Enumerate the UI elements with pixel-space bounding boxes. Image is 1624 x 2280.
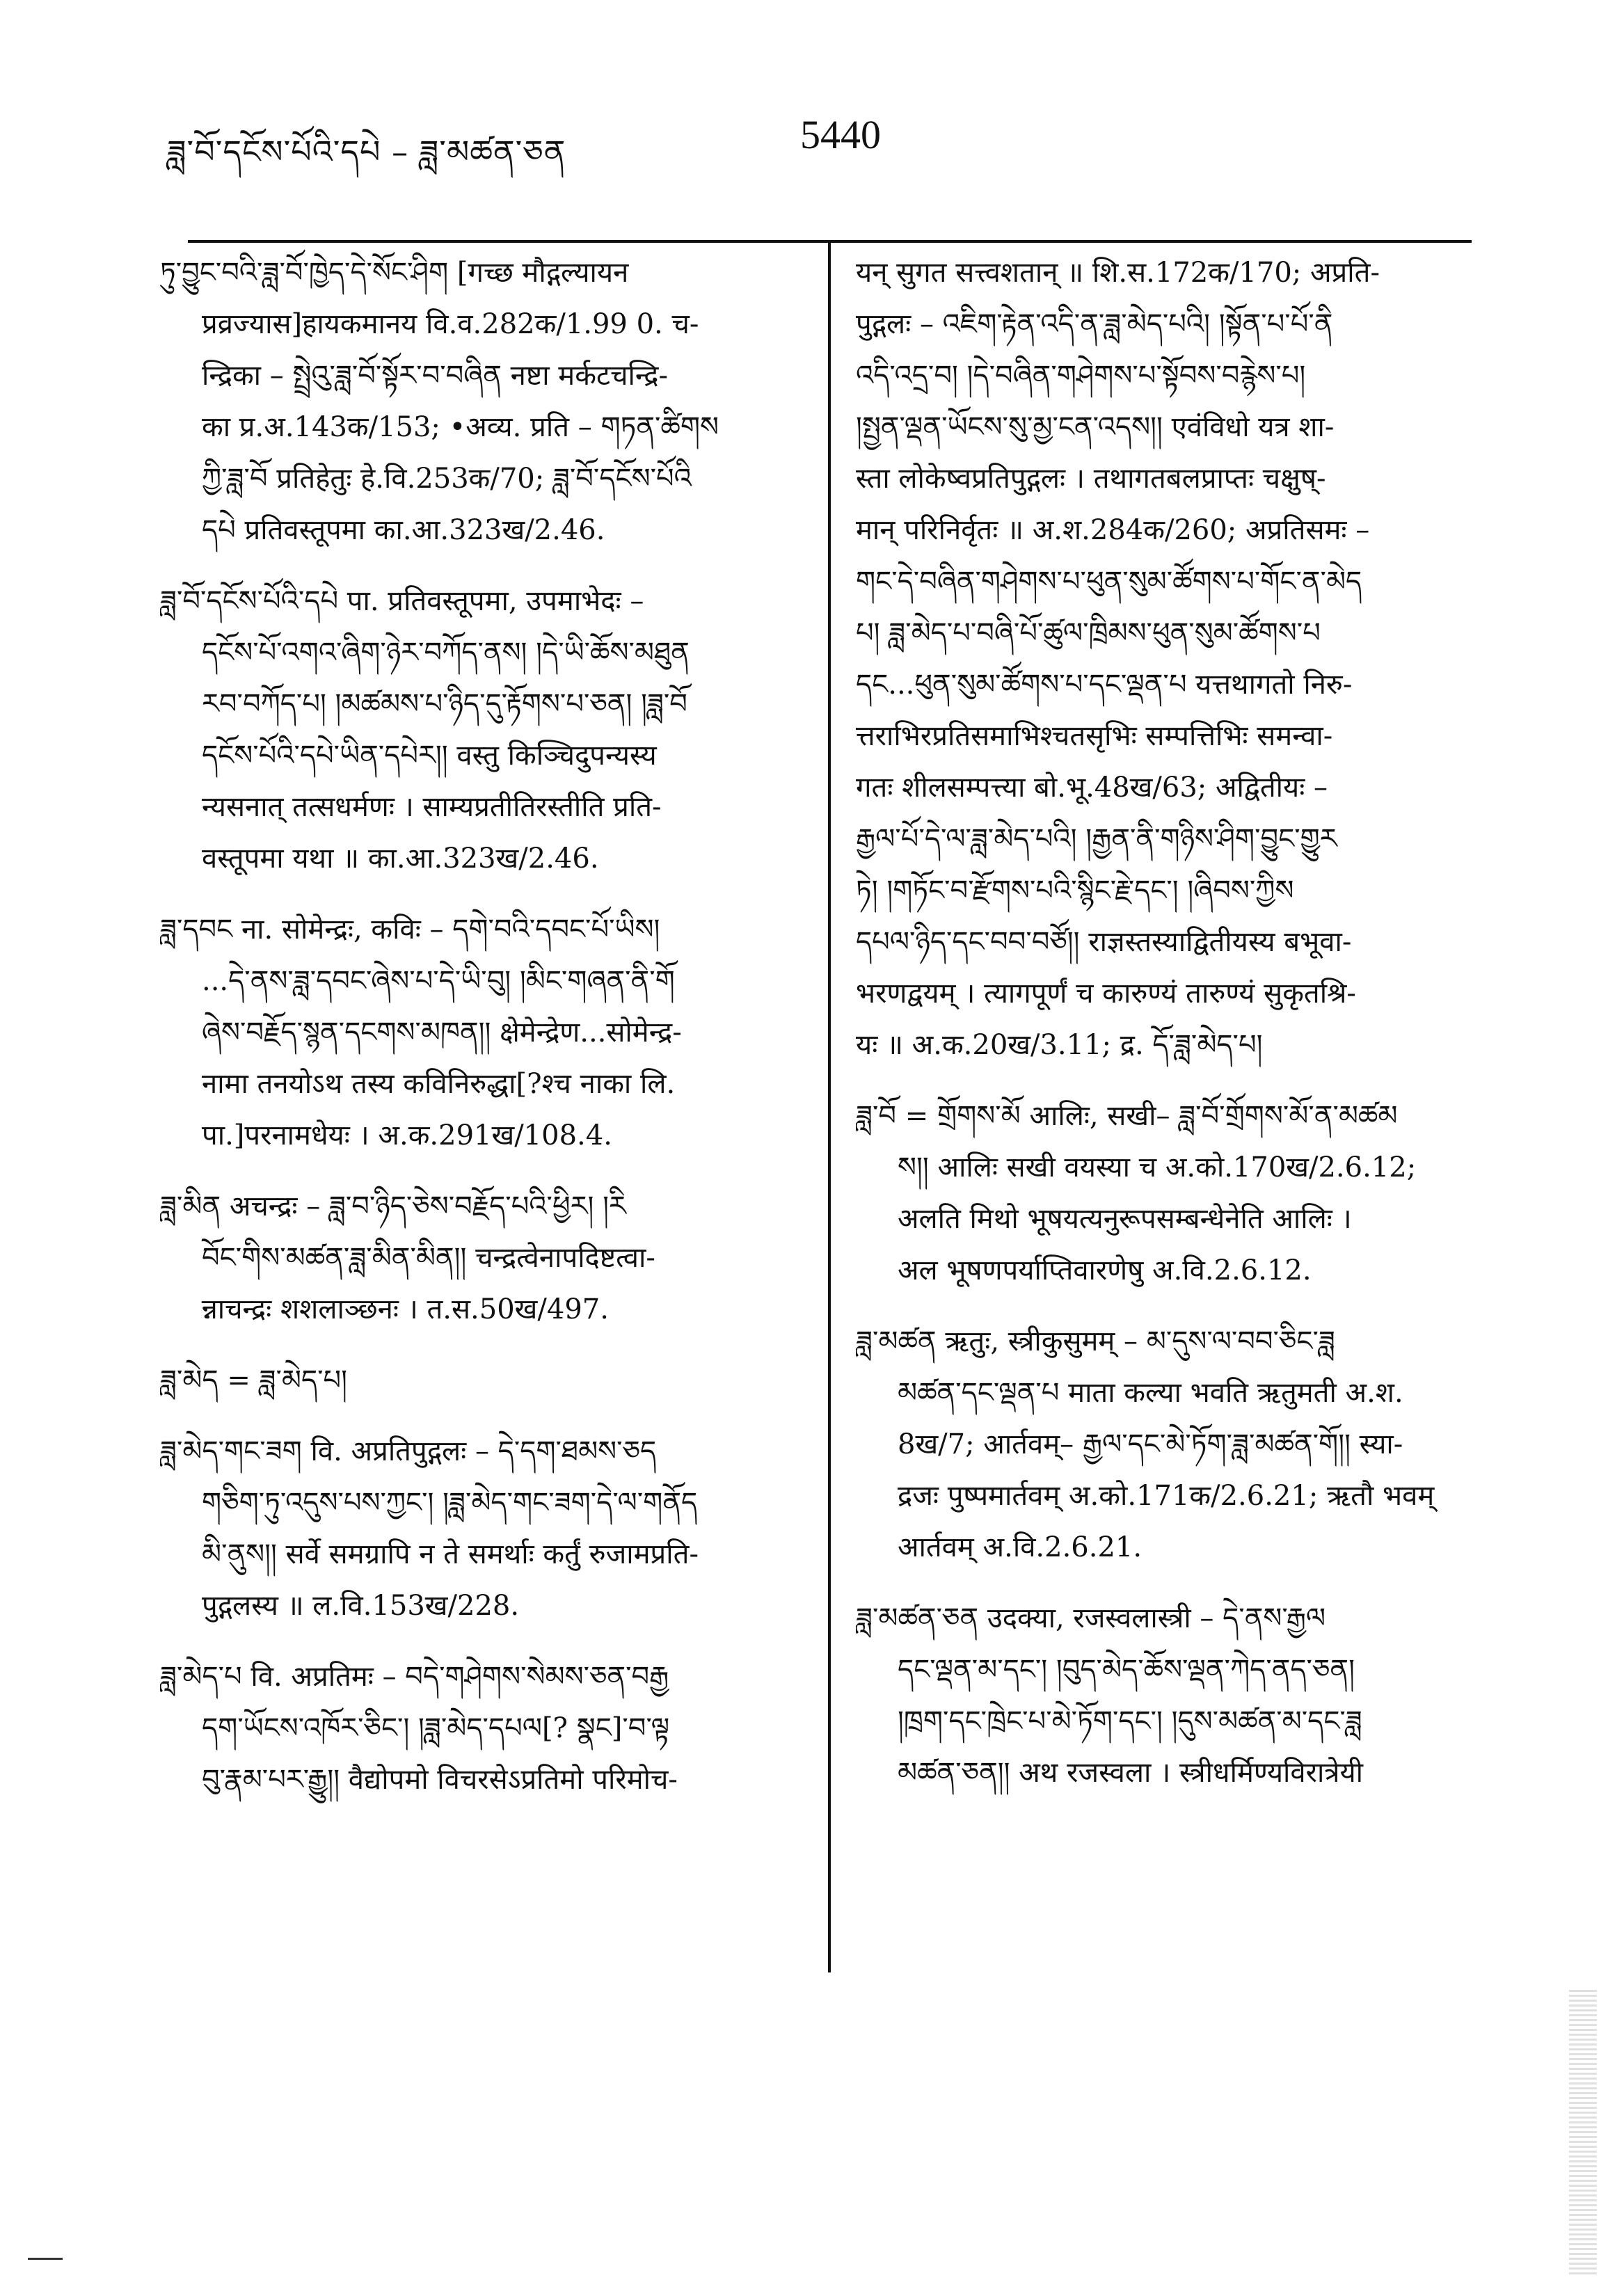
entry-line: དག་ཡོངས་འཁོར་ཅིང་། །ཟླ་མེད་དཔལ[? སྣང]་བ་ལྟ (202, 1712, 670, 1744)
entry-line: མཚན་ཅན།། अथ रजस्वला । स्त्रीधर्मिण्यविरात्रेयी (898, 1757, 1364, 1789)
entry-line: དང་ལྡན་མ་དང་། །བུད་མེད་ཆོས་ལྡན་ཀེད་ནད་ཅན། (898, 1654, 1355, 1686)
entry-line: न्यसनात् तत्सधर्मणः । साम्यप्रतीतिरस्तीति प्रति- (202, 791, 662, 823)
entry-line: स्ता लोकेष्वप्रतिपुद्गलः । तथागतबलप्राप्तः चक्षुष्- (856, 463, 1326, 495)
entry-line: མཚན་དང་ལྡན་པ माता कल्या भवति ऋतुमती अ.श. (898, 1377, 1403, 1409)
entry-line: ...དེ་ནས་ཟླ་དབང་ཞེས་པ་དེ་ཡི་བུ། །མིང་གཞན་ནི་གོ (202, 965, 675, 997)
entry-line: མི་ནུས།། सर्वे समग्रापि न ते समर्थाः कर्तुं रुजामप्रति- (202, 1538, 699, 1570)
dictionary-entry (856, 247, 1482, 1071)
column-divider (828, 240, 831, 1972)
entry-line: ཀྱི་ཟླ་བོ प्रतिहेतुः हे.वि.253क/70; ཟླ་བོ་དངོས་པོའི (202, 463, 692, 495)
entry-headline: ཟླ་མཚན ऋतुः, स्त्रीकुसुमम् – མ་དུས་ལ་བབ་ཅིང་ཟླ (856, 1325, 1335, 1357)
entry-headline: ཏུ་བྱུང་བའི་ཟླ་བོ་ཁྱེད་དེ་སོང་ཤིག [गच्छ मौद्गल्यायन (160, 257, 629, 289)
entry-line: རབ་བཀོད་པ། །མཚམས་པ་ཉིད་དུ་རྟོགས་པ་ཅན། །ཟླ་བོ (202, 688, 687, 720)
entry-line: वस्तूपमा यथा ॥ का.आ.323ख/2.46. (202, 843, 599, 875)
entry-line: །སྤྱན་ལྡན་ཡོངས་སུ་མྱ་ངན་འདས།། एवंविधो यत्र शा- (856, 411, 1335, 443)
entry-line: རྒྱལ་པོ་དེ་ལ་ཟླ་མེད་པའི། །རྒྱན་ནི་གཉིས་ཤིག་བྱུང་གྱུར (856, 823, 1337, 855)
entry-headline: ཟླ་མེད་གང་ཟག वि. अप्रतिपुद्गलः – དེ་དག་ཐམས་ཅད (160, 1435, 657, 1467)
scan-corner-mark (28, 2258, 63, 2260)
entry-line: ས།། आलिः सखी वयस्या च अ.को.170ख/2.6.12; (898, 1151, 1417, 1183)
entry-line: དངོས་པོའི་དཔེ་ཡིན་དཔེར།། वस्तु किञ्चिदुपन्यस्य (202, 740, 657, 772)
entry-line: द्रजः पुष्पमार्तवम् अ.को.171क/2.6.21; ऋतौ भवम् (898, 1480, 1435, 1512)
entry-headline: ཟླ་མཚན་ཅན उदक्या, रजस्वलास्त्री – དེ་ནས་རྒྱལ (856, 1602, 1326, 1634)
entry-line: गतः शीलसम्पत्त्या बो.भू.48ख/63; अद्वितीयः – (856, 772, 1328, 804)
scan-edge-noise (1569, 1990, 1597, 2275)
entry-line: ཏེ། །གཏོང་བ་རྫོགས་པའི་སྙིང་རྗེ་དང་། །ཞིབས་ཀྱིས (856, 875, 1294, 907)
dictionary-entry (160, 1651, 786, 1805)
entry-line: प्रव्रज्यास]हायकमानय वि.व.282क/1.99 0. च- (202, 308, 699, 340)
dictionary-entry (160, 1355, 786, 1406)
entry-line: न्नाचन्द्रः शशलाञ्छनः । त.स.50ख/497. (202, 1293, 609, 1325)
entry-line: का प्र.अ.143क/153; •अव्य. प्रति – གཏན་ཚིགས (202, 411, 719, 443)
dictionary-entry (160, 904, 786, 1161)
entry-headline: ཟླ་མེད = ཟླ་མེད་པ། (160, 1364, 348, 1396)
entry-line: यः ॥ अ.क.20ख/3.11; द्र. དོ་ཟླ་མེད་པ། (856, 1029, 1263, 1061)
entry-headline: यन् सुगत सत्त्वशतान् ॥ शि.स.172क/170; अप्रति- (856, 257, 1380, 289)
entry-headline: ཟླ་བོ = གྲོགས་མོ आलिः, सखी– ཟླ་བོ་གྲོགས་མོ་ན་མཚམ (856, 1100, 1398, 1132)
entry-line: अल भूषणपर्याप्तिवारणेषु अ.वि.2.6.12. (898, 1254, 1312, 1286)
entry-line: དཔེ प्रतिवस्तूपमा का.आ.323ख/2.46. (202, 514, 605, 546)
entry-line: न्द्रिका – སྤྲེའུ་ཟླ་བོ་སྟོར་བ་བཞིན नष्टा मर्कटचन्द्रि- (202, 360, 668, 392)
entry-line: नामा तनयोऽथ तस्य कविनिरुद्धा[?श्च नाका लि. (202, 1068, 676, 1100)
entry-line: །ཁྲག་དང་ཁྲེང་པ་མེ་ཏོག་དང་། །དུས་མཚན་མ་དང་ཟླ (898, 1705, 1362, 1737)
dictionary-entry (856, 1090, 1482, 1296)
entry-line: དཔལ་ཉིད་དང་བབ་བཙོ།། राज्ञस्तस्याद्वितीयस्य बभूवा- (856, 926, 1352, 958)
entry-line: ཞེས་བརྗོད་སྙན་དངགས་མཁན།། क्षेमेन्द्रेण...सोमेन्द्र- (202, 1017, 682, 1049)
entry-line: བོང་གིས་མཚན་ཟླ་མིན་མིན།། चन्द्रत्वेनापदिष्टत्वा- (202, 1242, 655, 1274)
entry-line: पुद्गलः – འཇིག་རྟེན་འདི་ན་ཟླ་མེད་པའི། །སྟོན་པ་པོ་ནི (856, 308, 1333, 340)
dictionary-entry (856, 1593, 1482, 1799)
entry-headline: ཟླ་མིན अचन्द्रः – ཟླ་བ་ཉིད་ཅེས་བརྗོད་པའི་ཕྱིར། །རི (160, 1190, 626, 1222)
entry-line: དངོས་པོ་འགའ་ཞིག་ཉེར་བཀོད་ནས། །དེ་ཡི་ཆོས་མཐུན (202, 637, 690, 669)
dictionary-entry (856, 1316, 1482, 1573)
dictionary-entry (160, 575, 786, 884)
entry-line: अलति मिथो भूषयत्यनुरूपसम्बन्धेनेति आलिः । (898, 1203, 1352, 1235)
entry-headline: ཟླ་མེད་པ वि. अप्रतिमः – བདེ་གཤེགས་སེམས་ཅན་བརྒྱ (160, 1661, 669, 1693)
entry-line: 8ख/7; आर्तवम्– རྒྱལ་དང་མེ་ཏོག་ཟླ་མཚན་གོ།། स्या- (898, 1428, 1403, 1460)
page-number: 5440 (800, 112, 881, 157)
entry-line: आर्तवम् अ.वि.2.6.21. (898, 1531, 1143, 1563)
entry-line: འདི་འདྲ་བ། །དེ་བཞིན་གཤེགས་པ་སྟོབས་བརྙེས་པ། (856, 360, 1306, 392)
dictionary-entry (160, 1181, 786, 1335)
entry-line: གཅིག་ཏུ་འདུས་པས་ཀྱང་། །ཟླ་མེད་གང་ཟག་དེ་ལ་གནོད (202, 1487, 698, 1519)
entry-line: བུ་རྣམ་པར་རྒྱུ།། वैद्योपमो विचरसेऽप्रतिमो परिमोच- (202, 1764, 678, 1796)
entry-line: གང་དེ་བཞིན་གཤེགས་པ་ཕུན་སུམ་ཚོགས་པ་གོང་ན་མེད (856, 566, 1362, 598)
entry-line: पा.]परनामधेयः । अ.क.291ख/108.4. (202, 1119, 612, 1151)
running-head: ཟླ་བོ་དངོས་པོའི་དཔེ – ཟླ་མཚན་ཅན (167, 133, 566, 170)
page-header (167, 104, 1489, 181)
entry-line: དང...ཕུན་སུམ་ཚོགས་པ་དང་ལྡན་པ यत्तथागतो निरु- (856, 669, 1353, 701)
entry-line: भरणद्वयम् । त्यागपूर्णं च कारुण्यं तारुण्यं सुकृतश्रि- (856, 978, 1356, 1010)
entry-line: मान् परिनिर्वृतः ॥ अ.श.284क/260; अप्रतिसमः – (856, 514, 1370, 546)
dictionary-entry (160, 247, 786, 556)
entry-line: པ། ཟླ་མེད་པ་བཞི་པོ་ཚུལ་ཁྲིམས་ཕུན་སུམ་ཚོགས་པ (856, 617, 1321, 649)
dictionary-entry (160, 1426, 786, 1632)
right-column (856, 247, 1482, 1818)
entry-line: पुद्गलस्य ॥ ल.वि.153ख/228. (202, 1590, 520, 1622)
entry-headline: ཟླ་བོ་དངོས་པོའི་དཔེ पा. प्रतिवस्तूपमा, उपमाभेदः – (160, 585, 644, 617)
entry-headline: ཟླ་དབང ना. सोमेन्द्रः, कविः – དགེ་བའི་དབང་པོ་ཡིས། (160, 914, 660, 946)
entry-line: त्तराभिरप्रतिसमाभिश्चतसृभिः सम्पत्तिभिः समन्वा- (856, 720, 1333, 752)
left-column (160, 247, 786, 1825)
